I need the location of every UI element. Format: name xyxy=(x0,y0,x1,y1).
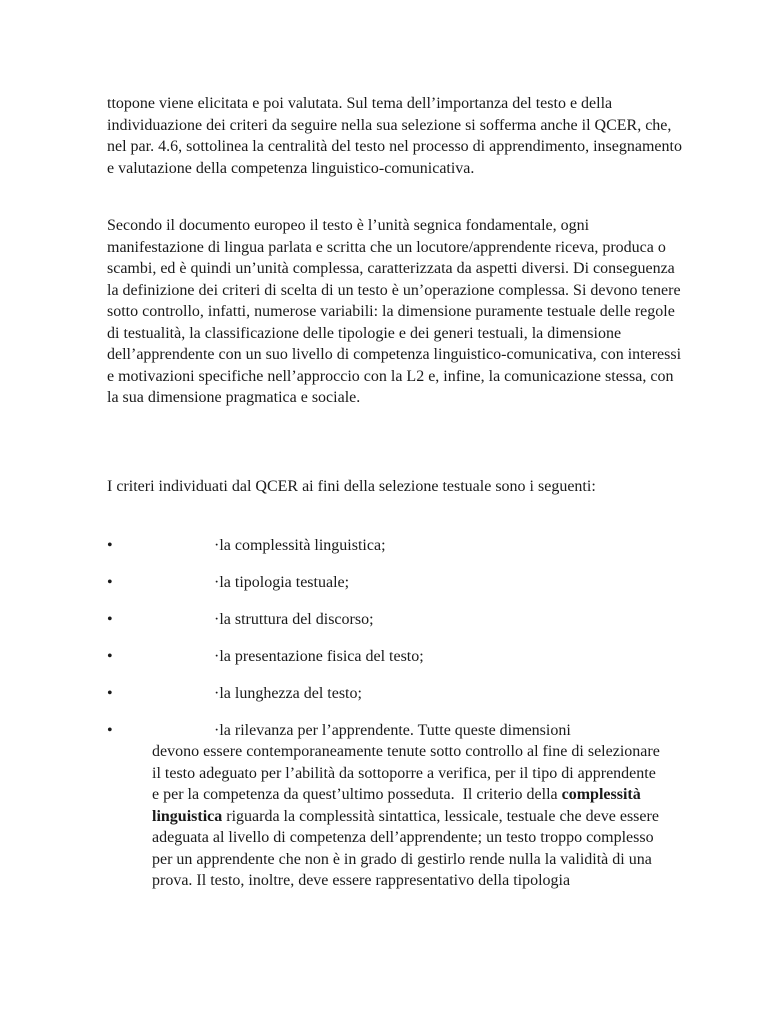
bullet-icon: • xyxy=(107,685,113,702)
continuation-text: devono essere contemporaneamente tenute sotto controllo al fine di selezionare il testo adeguato per l’abilità da sottoporre a verifica, per il tipo di apprendente e per la competenza da quest’ultimo posseduta. xyxy=(152,743,660,803)
list-item-text: ·la presentazione fisica del testo; xyxy=(214,648,424,665)
criterion-description: riguarda la complessità sintattica, lessicale, testuale che deve essere adeguata al livello di competenza dell’apprendente; un testo troppo complesso per un apprendente che non è in grado di gestirlo rende nulla la validità di una prova. Il testo, inoltre, deve essere rappresentativo della tipologia xyxy=(152,807,659,889)
list-item-text: ·la complessità linguistica; xyxy=(214,537,386,554)
paragraph-criteria-continuation xyxy=(152,741,662,892)
bullet-icon: • xyxy=(107,537,113,554)
list-item-text: ·la rilevanza per l’apprendente. Tutte queste dimensioni xyxy=(214,722,571,739)
paragraph-intro: ttopone viene elicitata e poi valutata. Sul tema dell’importanza del testo e della individuazione dei criteri da seguire nella sua selezione si sofferma anche il QCER, che, nel par. 4.6, sottolinea la centralità del testo nel processo di apprendimento, insegnamento e valutazione della competenza linguistico-comunicativa. xyxy=(107,95,682,177)
bullet-icon: • xyxy=(107,611,113,628)
list-item-text: ·la lunghezza del testo; xyxy=(214,685,362,702)
bullet-icon: • xyxy=(107,574,113,591)
criterion-term: complessità linguistica xyxy=(152,786,641,825)
paragraph-text-definition: Secondo il documento europeo il testo è l’unità segnica fondamentale, ogni manifestazione di lingua parlata e scritta che un locutore/apprendente riceva, produca o scambi, ed è quindi un’unità complessa, caratterizzata da aspetti diversi. Di conseguenza la definizione dei criteri di scelta di un testo è un’operazione complessa. Si devono tenere sotto controllo, infatti, numerose variabili: la dimensione puramente testuale delle regole di testualità, la classificazione delle tipologie e dei generi testuali, la dimensione dell’apprendente con un suo livello di competenza linguistico-comunicativa, con interessi e motivazioni specifiche nell’approccio con la L2 e, infine, la comunicazione stessa, con la sua dimensione pragmatica e sociale. xyxy=(107,217,682,406)
bullet-icon: • xyxy=(107,648,113,665)
bullet-icon: • xyxy=(107,722,113,739)
list-item-text: ·la struttura del discorso; xyxy=(214,611,374,628)
criterion-intro: Il criterio della xyxy=(454,786,562,803)
paragraph-criteria-intro: I criteri individuati dal QCER ai fini della selezione testuale sono i seguenti: xyxy=(107,478,596,495)
list-item-text: ·la tipologia testuale; xyxy=(214,574,350,591)
